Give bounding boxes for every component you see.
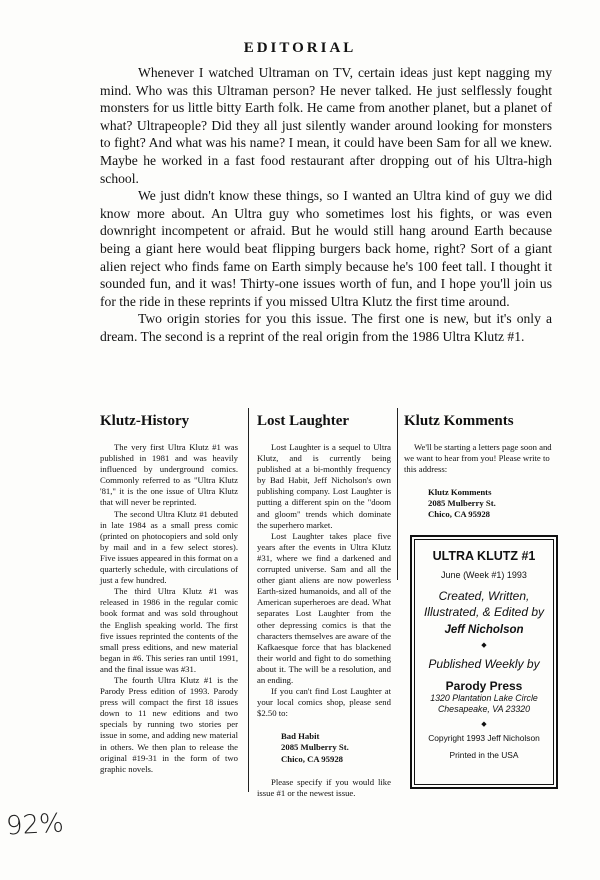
published-line: Published Weekly by (428, 657, 540, 671)
credits-role (412, 588, 556, 620)
lost-paragraph-1: Lost Laughter is a sequel to Ultra Klutz, and is currently being published at a bi-monthly frequency by Bad Habit, Jeff Nicholson's own publishing company. Lost Laughter is putting a different spin on the "doom and gloom" trends which dominate the superhero market. (257, 442, 391, 530)
address-line: Chico, CA 95928 (428, 509, 491, 520)
klutz-komments-column (404, 412, 554, 521)
issue-date: June (Week #1) 1993 (441, 570, 527, 580)
history-paragraph-3: The third Ultra Klutz #1 was released in 1986 in the regular comic book format and was sold throughout the English speaking world. The first five issues reprinted the contents of the small press editions, and new material began in #6. This series ran until 1991, and the final issue was #31. (100, 586, 238, 674)
column-divider-right (397, 408, 398, 580)
column-divider-left (248, 408, 249, 792)
address-line: 1320 Plantation Lake Circle (430, 693, 538, 703)
address-line: Bad Habit (281, 731, 320, 742)
address-line: Chesapeake, VA 23320 (437, 704, 531, 714)
editorial-body (100, 64, 552, 346)
diamond-icon: ◆ (481, 642, 487, 649)
editorial-paragraph-1: Whenever I watched Ultraman on TV, certain ideas just kept nagging my mind. Who was this Ultraman person? He never talked. He just selflessly fought monsters for us little bitty Earth folk. He came from another planet, but a planet of what? Ultrapeople? Did they all just silently wander around looking for monsters to fight? And what was his name? I mean, it could have been Sam for all we knew. Maybe he worked in a fast food restaurant after dropping out of his Ultra-high school. (100, 65, 552, 186)
history-paragraph-2: The second Ultra Klutz #1 debuted in late 1984 as a small press comic (printed on photocopiers and sold only by mail and in a few select stores). Five issues appeared in this format on a quarterly schedule, with circulations of just a few hundred. (100, 508, 238, 586)
address-line: Chico, CA 95928 (281, 753, 344, 764)
copyright-notice: Copyright 1993 Jeff Nicholson (428, 733, 540, 743)
lost-closing: Please specify if you would like issue #1 or the newest issue. (257, 776, 391, 798)
address-line: Klutz Komments (428, 487, 492, 498)
history-paragraph-4: The fourth Ultra Klutz #1 is the Parody Press edition of 1993. Parody press will compact the first 18 issues down to 11 new editions and two specials by running two stories per issue in some, and adding new material in others. We then plan to release the original #19-31 in the form of two graphic novels. (100, 674, 238, 774)
printed-notice: Printed in the USA (449, 750, 519, 760)
role-line: Created, Written, (438, 589, 530, 603)
komments-intro: We'll be starting a letters page soon and we want to hear from you! Please write to this address: (404, 442, 552, 475)
editorial-paragraph-3: Two origin stories for you this issue. The first one is new, but it's only a dream. The second is a reprint of the real origin from the 1986 Ultra Klutz #1. (100, 311, 552, 344)
publisher-name: Parody Press (445, 679, 523, 693)
lost-laughter-column (257, 412, 391, 799)
address-line: 2085 Mulberry St. (428, 498, 496, 509)
role-line: Illustrated, & Edited by (423, 605, 545, 619)
klutz-history-heading: Klutz-History (100, 413, 190, 429)
klutz-komments-heading: Klutz Komments (404, 413, 514, 429)
address-line: 2085 Mulberry St. (281, 742, 349, 753)
lost-paragraph-2: Lost Laughter takes place five years after the events in Ultra Klutz #31, where we find a darkened and corrupted universe. Sam and all the other giant aliens are now powerless Earth-sized humanoids, and all of the American superheroes are dead. What separates Lost Laughter from the other depressing comics is that the characters themselves are aware of the Kafkaesque force that has blackened their world and fight to do something about it. The will be a resolution, and an ending. (257, 530, 391, 685)
bad-habit-address (281, 731, 391, 764)
author-name: Jeff Nicholson (444, 624, 524, 636)
komments-address (428, 487, 554, 520)
handwritten-scale-note: 92% (5, 808, 65, 842)
lost-paragraph-3: If you can't find Lost Laughter at your local comics shop, please send $2.50 to: (257, 686, 391, 719)
publisher-address (412, 693, 556, 715)
credits-box (410, 535, 558, 789)
issue-title: ULTRA KLUTZ #1 (432, 549, 536, 563)
history-paragraph-1: The very first Ultra Klutz #1 was published in 1981 and was heavily influenced by underground comics. Commonly referred to as "Ultra Klutz '81," it is the one issue of Ultra Klutz that will never be reprinted. (100, 442, 238, 508)
klutz-history-column (100, 412, 238, 775)
editorial-paragraph-2: We just didn't know these things, so I wanted an Ultra kind of guy we did know more about. An Ultra guy who sometimes lost his fights, or was even downright incompetent or afraid. But he would still hang around Earth because being a giant here would beat flipping burgers back home, right? Sort of a giant alien reject who finds fame on Earth simply because he's 100 feet tall. I thought it sounded fun, and it was! Thirty-one issues worth of fun, and I hope you'll join us for the ride in these reprints if you missed Ultra Klutz the first time around. (100, 188, 552, 309)
editorial-title: EDITORIAL (243, 40, 357, 56)
lost-laughter-heading: Lost Laughter (257, 413, 350, 429)
diamond-icon: ◆ (481, 721, 487, 728)
